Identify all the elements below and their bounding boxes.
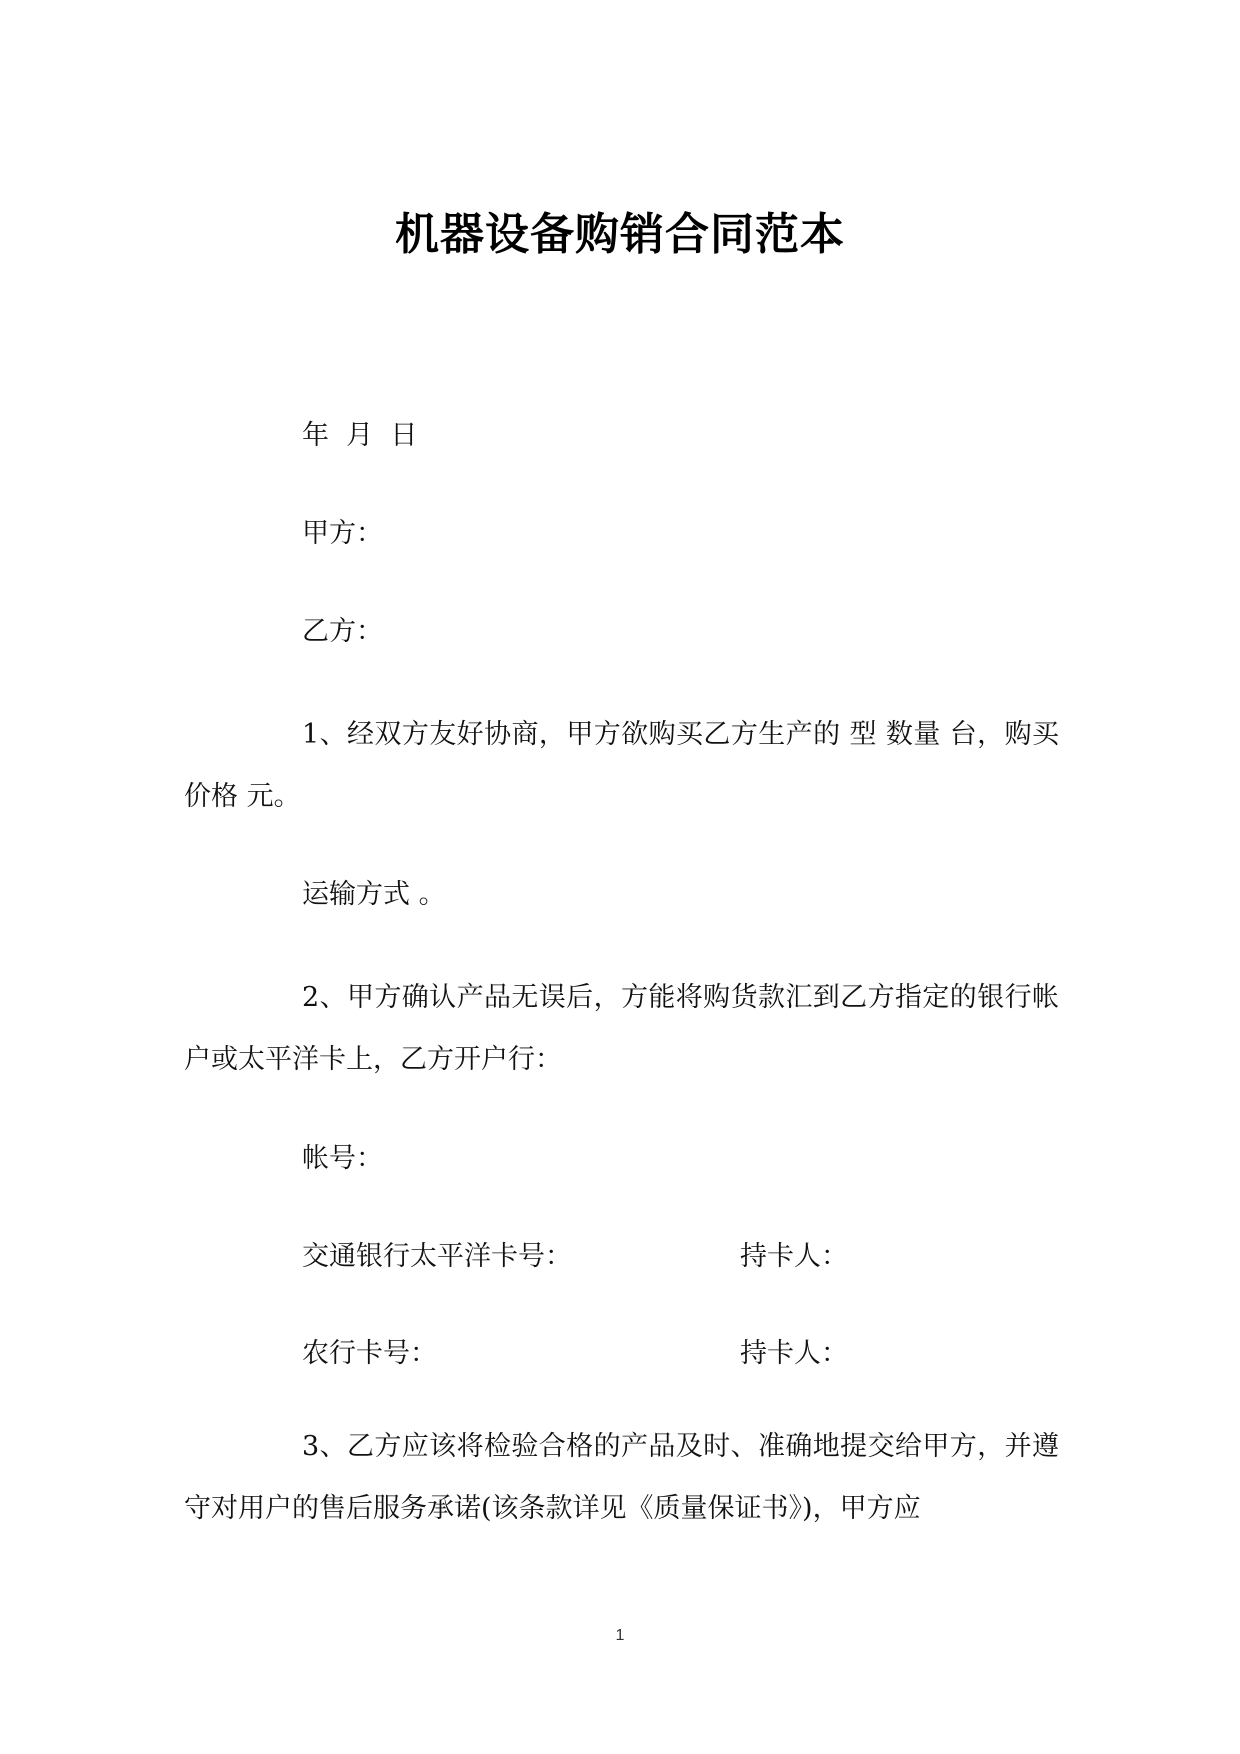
party-a-line: 甲方：	[302, 518, 383, 549]
transport-line: 运输方式 。	[302, 879, 446, 910]
abc-card-row	[302, 1334, 1062, 1374]
bocom-card-holder: 持卡人：	[740, 1241, 848, 1272]
party-b-line: 乙方：	[302, 616, 383, 647]
bocom-card-label: 交通银行太平洋卡号：	[302, 1241, 572, 1272]
abc-card-label: 农行卡号：	[302, 1338, 437, 1369]
bocom-card-row	[302, 1237, 1062, 1277]
clause-1-paragraph: 1、经双方友好协商，甲方欲购买乙方生产的 型 数量 台，购买价格 元。	[184, 719, 1059, 812]
page-number: 1	[615, 1627, 625, 1644]
clause-2-paragraph: 2、甲方确认产品无误后，方能将购货款汇到乙方指定的银行帐户或太平洋卡上，乙方开户行：	[184, 982, 1059, 1075]
clause-3-paragraph: 3、乙方应该将检验合格的产品及时、准确地提交给甲方，并遵守对用户的售后服务承诺(该条款详见《质量保证书》)，甲方应	[184, 1431, 1059, 1524]
document-title: 机器设备购销合同范本	[395, 209, 845, 260]
abc-card-holder: 持卡人：	[740, 1338, 848, 1369]
account-number-line: 帐号：	[302, 1143, 383, 1174]
date-line: 年 月 日	[302, 420, 418, 451]
